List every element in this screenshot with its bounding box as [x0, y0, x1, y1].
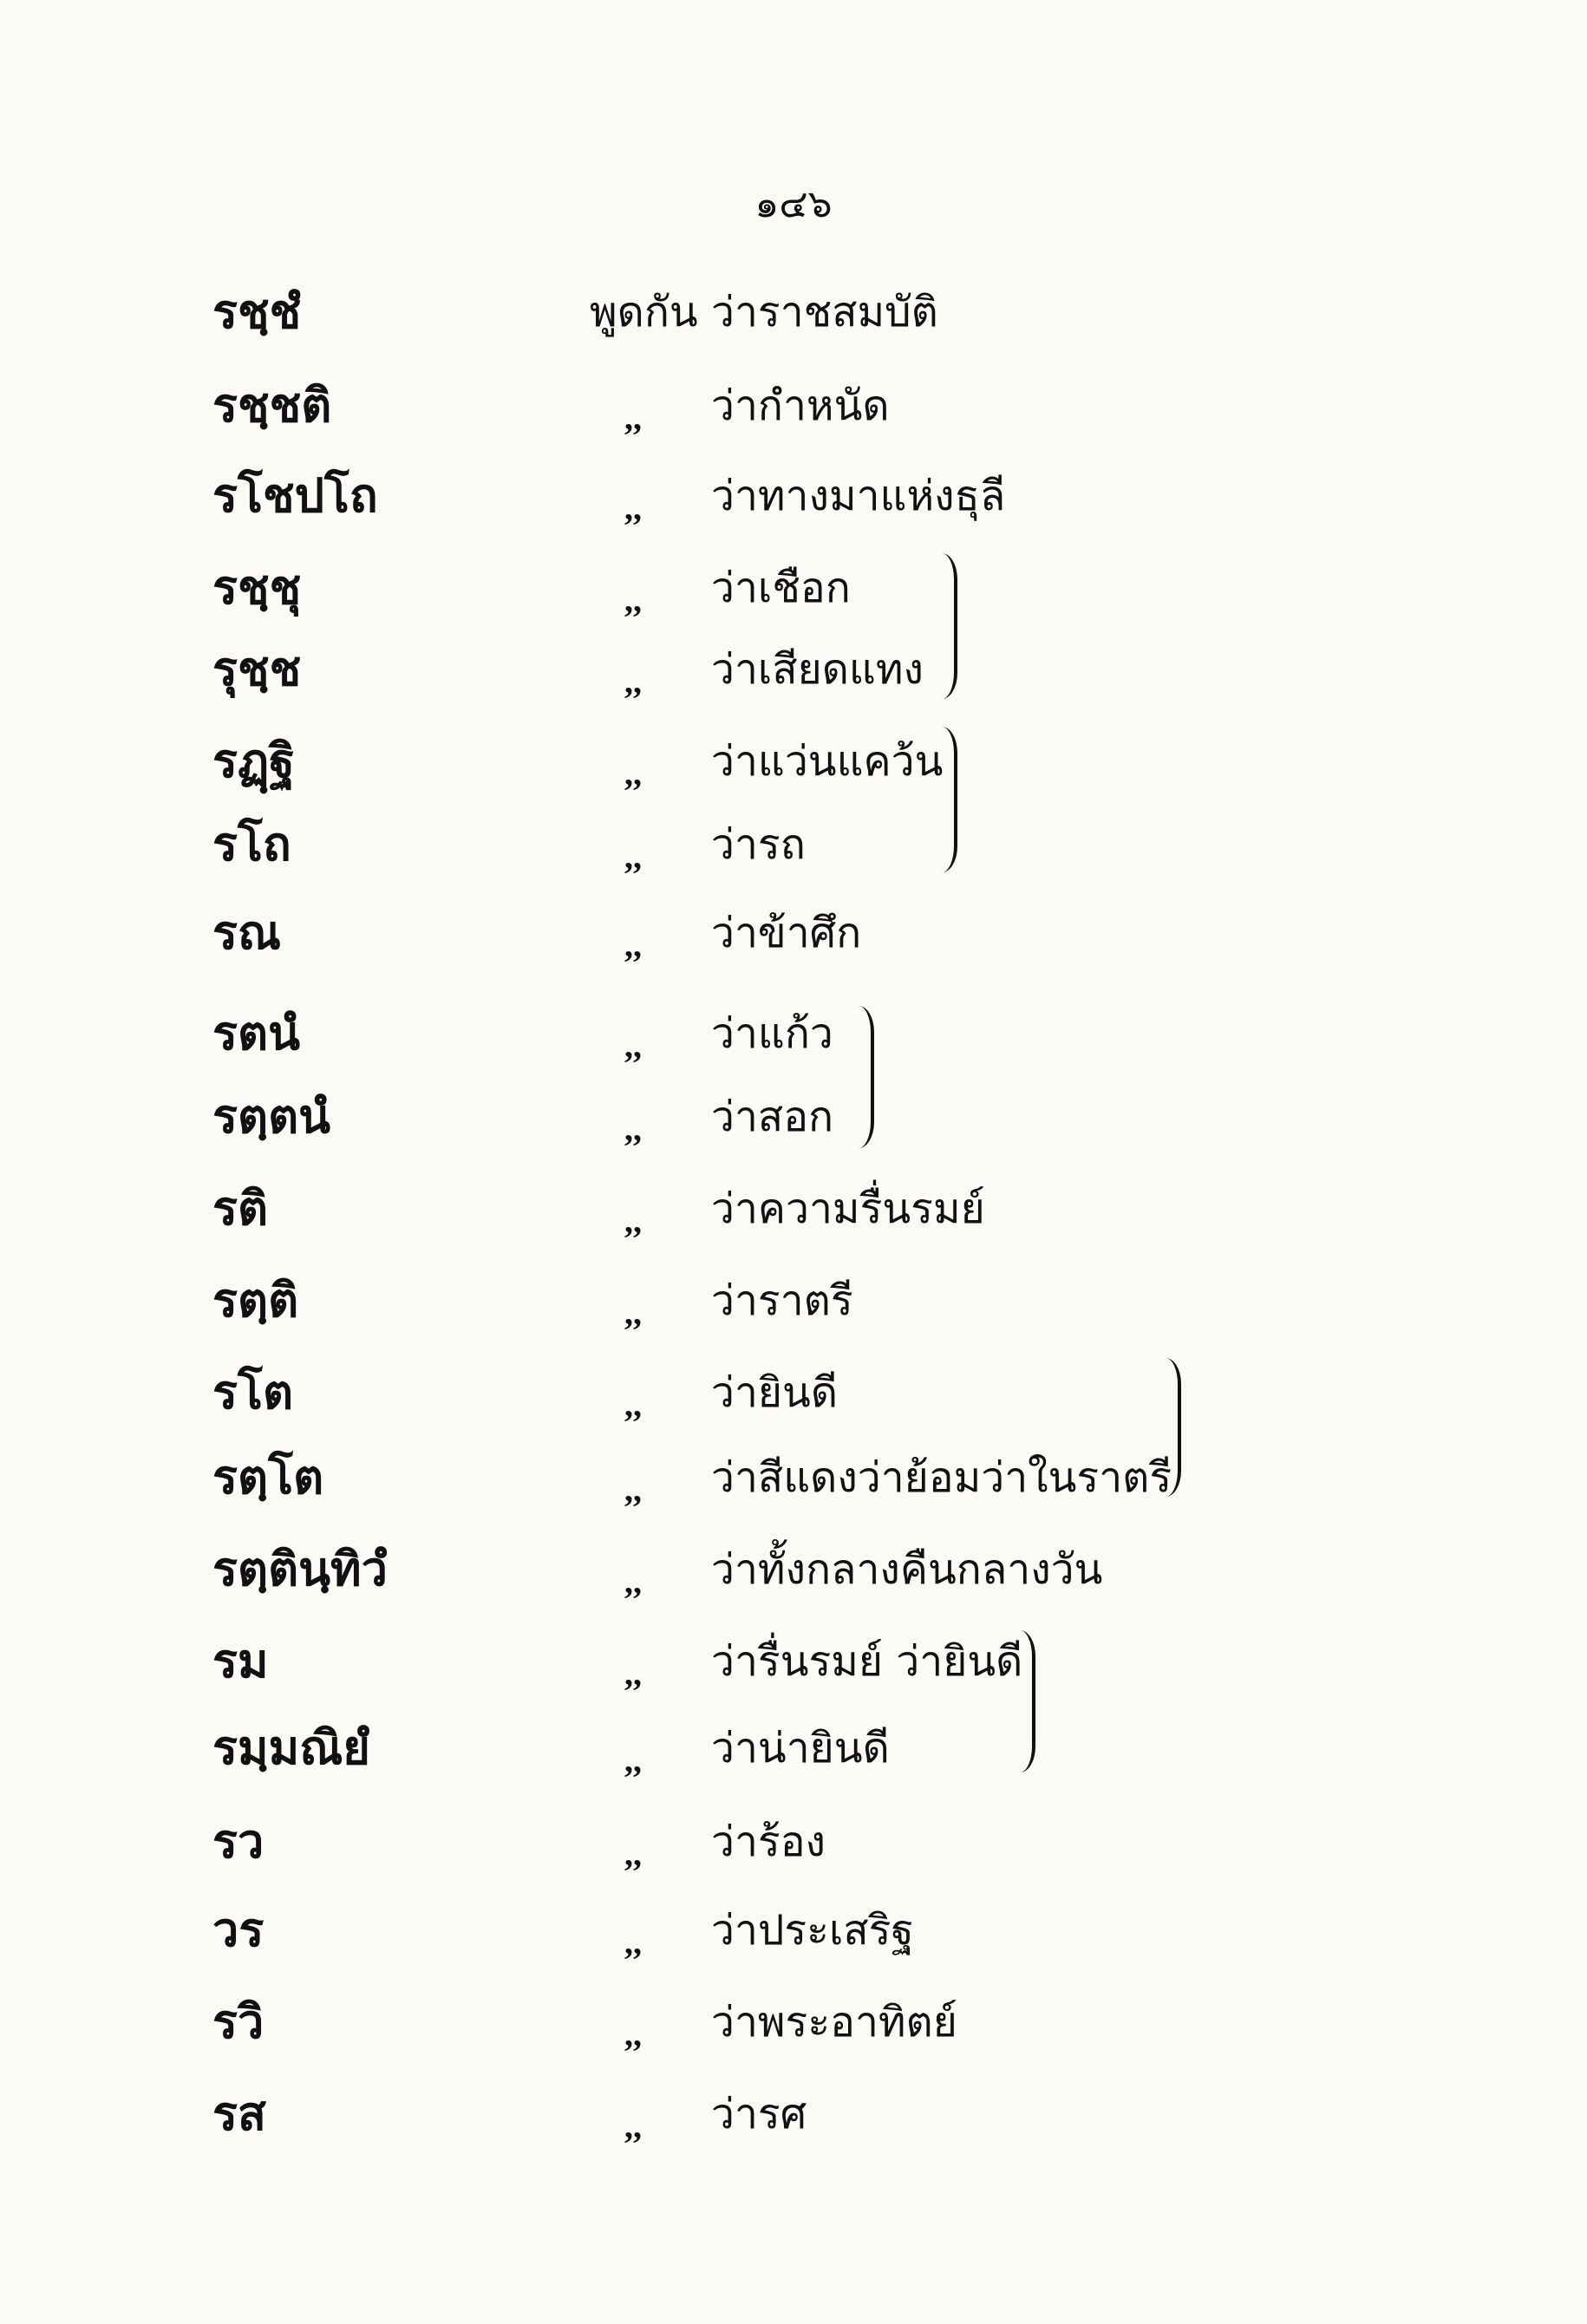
- glossary-entry: [0, 553, 1587, 623]
- entry-term: รโถ: [212, 817, 291, 872]
- entry-meaning: ว่าราตรี: [711, 1276, 853, 1325]
- ditto-mark: ,,: [624, 488, 642, 527]
- glossary-entry: [0, 2079, 1587, 2149]
- entry-meaning: ว่าความรื่นรมย์: [711, 1185, 985, 1233]
- ditto-mark: ,,: [624, 1654, 642, 1693]
- entry-term: รุชฺช: [212, 642, 302, 696]
- ditto-mark: ,,: [624, 1201, 642, 1240]
- ditto-mark: ,,: [624, 1470, 642, 1509]
- glossary-entry: [0, 1082, 1587, 1152]
- entry-term: วร: [212, 1903, 264, 1957]
- entry-meaning: ว่าร้อง: [711, 1818, 826, 1866]
- entry-meaning: ว่าเชือก: [711, 564, 851, 612]
- entry-meaning: ว่ากำหนัด: [711, 382, 890, 430]
- glossary-entry: [0, 1807, 1587, 1877]
- entry-term: รตฺตนํ: [212, 1089, 331, 1144]
- glossary-entry: [0, 810, 1587, 879]
- entry-term: รมฺมณิยํ: [212, 1720, 370, 1775]
- ditto-mark: ,,: [624, 1026, 642, 1065]
- entry-meaning: ว่าเสียดแทง: [711, 645, 924, 694]
- ditto-mark: ,,: [624, 1834, 642, 1873]
- ditto-mark: ,,: [624, 580, 642, 619]
- ditto-mark: ,,: [624, 662, 642, 701]
- entry-meaning: ว่าแก้ว: [711, 1009, 833, 1058]
- ditto-mark: ,,: [624, 2106, 642, 2145]
- group-brace: [935, 727, 957, 872]
- entry-meaning: ว่ายินดี: [711, 1368, 839, 1417]
- glossary-entry: [0, 277, 1587, 347]
- glossary-entry: [0, 1988, 1587, 2057]
- glossary-entry: [0, 1627, 1587, 1696]
- entry-meaning: ว่ารศ: [711, 2090, 807, 2138]
- entry-meaning: ว่าน่ายินดี: [711, 1724, 890, 1772]
- glossary-entry: [0, 461, 1587, 531]
- entry-meaning: ว่าทั้งกลางคืนกลางวัน: [711, 1545, 1103, 1594]
- entry-meaning: ว่ารื่นรมย์ ว่ายินดี: [711, 1637, 1023, 1686]
- entry-term: รม: [212, 1634, 269, 1688]
- entry-term: รว: [212, 1814, 264, 1869]
- entry-prefix: พูดกัน: [590, 288, 698, 336]
- entry-term: รณ: [212, 905, 282, 960]
- entry-meaning: ว่ารถ: [711, 820, 806, 869]
- glossary-entry: [0, 371, 1587, 441]
- entry-meaning: ว่าสอก: [711, 1093, 834, 1141]
- ditto-mark: ,,: [624, 1293, 642, 1332]
- entry-term: รวิ: [212, 1994, 264, 2049]
- entry-term: รชฺชุ: [212, 560, 302, 615]
- ditto-mark: ,,: [624, 1923, 642, 1962]
- glossary-entry: [0, 1443, 1587, 1512]
- glossary-entry: [0, 635, 1587, 704]
- ditto-mark: ,,: [624, 1109, 642, 1148]
- entry-meaning: ว่าแว่นแคว้น: [711, 737, 944, 786]
- glossary-entry: [0, 1174, 1587, 1244]
- ditto-mark: ,,: [624, 1740, 642, 1779]
- ditto-mark: ,,: [624, 2014, 642, 2053]
- entry-meaning: ว่าราชสมบัติ: [711, 288, 938, 336]
- group-brace: [852, 1006, 874, 1148]
- glossary-entry: [0, 1535, 1587, 1604]
- ditto-mark: ,,: [624, 925, 642, 964]
- entry-meaning: ว่าพระอาทิตย์: [711, 1998, 957, 2047]
- entry-term: รตฺโต: [212, 1450, 324, 1505]
- entry-term: รโต: [212, 1365, 294, 1420]
- ditto-mark: ,,: [624, 837, 642, 876]
- ditto-mark: ,,: [624, 1562, 642, 1601]
- ditto-mark: ,,: [624, 754, 642, 793]
- glossary-entry: [0, 898, 1587, 968]
- group-brace: [935, 553, 957, 699]
- group-brace: [1013, 1630, 1035, 1772]
- entry-term: รฏฺฐิ: [212, 734, 296, 788]
- entry-term: รตฺตินฺทิวํ: [212, 1542, 388, 1596]
- entry-term: รตฺติ: [212, 1273, 299, 1328]
- glossary-entry: [0, 1714, 1587, 1783]
- ditto-mark: ,,: [624, 1385, 642, 1424]
- glossary-entry: [0, 1266, 1587, 1335]
- entry-meaning: ว่าประเสริฐ: [711, 1906, 914, 1955]
- glossary-entry: [0, 1896, 1587, 1965]
- ditto-mark: ,,: [624, 398, 642, 437]
- entry-term: รตนํ: [212, 1006, 300, 1061]
- glossary-entry: [0, 727, 1587, 796]
- entry-term: รชฺชํ: [212, 284, 302, 339]
- glossary-entry: [0, 1358, 1587, 1427]
- entry-meaning: ว่าข้าศึก: [711, 909, 862, 957]
- page-number: ๑๔๖: [754, 182, 833, 226]
- entry-term: รชฺชติ: [212, 378, 332, 433]
- entry-term: รโชปโถ: [212, 468, 378, 523]
- glossary-entry: [0, 999, 1587, 1068]
- entry-term: รติ: [212, 1181, 269, 1236]
- entry-term: รส: [212, 2086, 266, 2141]
- entry-meaning: ว่าสีแดงว่าย้อมว่าในราตรี: [711, 1453, 1172, 1502]
- entry-meaning: ว่าทางมาแห่งธุลี: [711, 472, 1006, 520]
- group-brace: [1159, 1358, 1181, 1497]
